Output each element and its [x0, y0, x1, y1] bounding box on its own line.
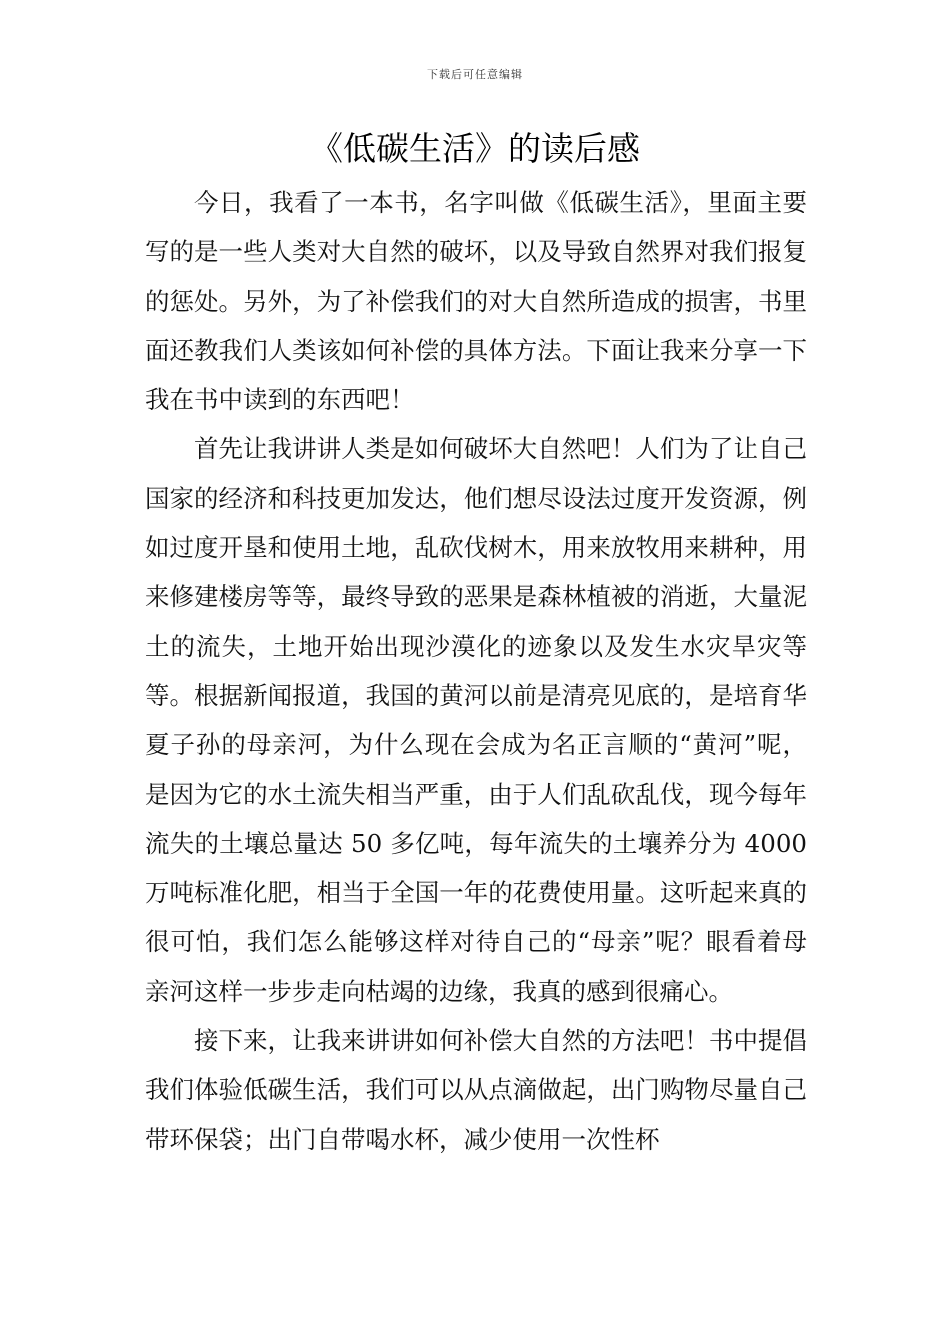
header-note: 下载后可任意编辑 [427, 68, 523, 81]
paragraph-1: 今日，我看了一本书，名字叫做《低碳生活》，里面主要写的是一些人类对大自然的破坏，以及导致自然界对我们报复的惩处。另外，为了补偿我们的对大自然所造成的损害，书里面还教我们人类该如何补偿的具体方法。下面让我来分享一下我在书中读到的东西吧！ [145, 188, 807, 415]
paragraph-3: 接下来，让我来讲讲如何补偿大自然的方法吧！书中提倡我们体验低碳生活，我们可以从点滴做起，出门购物尽量自己带环保袋；出门自带喝水杯，减少使用一次性杯 [145, 1026, 807, 1154]
paragraph-2: 首先让我讲讲人类是如何破坏大自然吧！人们为了让自己国家的经济和科技更加发达，他们想尽设法过度开发资源，例如过度开垦和使用土地，乱砍伐树木，用来放牧用来耕种，用来修建楼房等等，最终导致的恶果是森林植被的消逝，大量泥土的流失，土地开始出现沙漠化的迹象以及发生水灾旱灾等等。根据新闻报道，我国的黄河以前是清亮见底的，是培育华夏子孙的母亲河，为什么现在会成为名正言顺的“黄河”呢，是因为它的水土流失相当严重，由于人们乱砍乱伐，现今每年流失的土壤总量达 50 多亿吨，每年流失的土壤养分为 4000 万吨标准化肥，相当于全国一年的花费使用量。这听起来真的很可怕，我们怎么能够这样对待自己的“母亲”呢？眼看着母亲河这样一步步走向枯竭的边缘，我真的感到很痛心。 [145, 434, 807, 1006]
document-title: 《低碳生活》的读后感 [310, 129, 640, 168]
document-body [145, 178, 807, 1164]
